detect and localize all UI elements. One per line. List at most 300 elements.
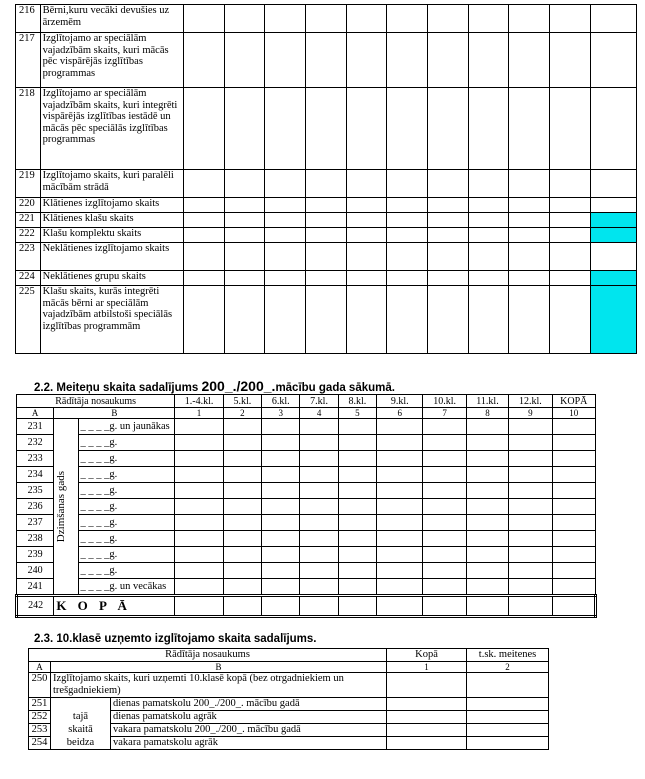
input-cell[interactable]: [346, 88, 387, 170]
input-cell[interactable]: [387, 286, 428, 354]
input-cell[interactable]: [306, 33, 347, 88]
input-cell[interactable]: [265, 243, 306, 271]
admitted-table-col-a: A: [29, 662, 51, 673]
input-cell[interactable]: [300, 515, 338, 531]
input-cell[interactable]: [377, 499, 423, 515]
input-cell[interactable]: [552, 419, 595, 435]
input-cell[interactable]: [552, 483, 595, 499]
input-cell[interactable]: [265, 228, 306, 243]
admitted-table-header-row: [29, 649, 549, 662]
input-cell[interactable]: [552, 579, 595, 596]
input-cell[interactable]: [509, 198, 550, 213]
input-cell[interactable]: [262, 451, 300, 467]
input-cell[interactable]: [223, 483, 261, 499]
input-cell[interactable]: [466, 531, 508, 547]
input-cell[interactable]: [346, 213, 387, 228]
input-cell[interactable]: [466, 467, 508, 483]
input-cell[interactable]: [387, 5, 428, 33]
input-cell[interactable]: [387, 271, 428, 286]
input-cell[interactable]: [262, 547, 300, 563]
input-cell[interactable]: [467, 711, 549, 724]
total-cell[interactable]: [423, 596, 466, 617]
input-cell[interactable]: [552, 531, 595, 547]
input-cell[interactable]: [346, 243, 387, 271]
input-cell[interactable]: [423, 499, 466, 515]
input-cell[interactable]: [184, 198, 225, 213]
input-cell[interactable]: [377, 451, 423, 467]
input-cell[interactable]: [346, 170, 387, 198]
input-cell[interactable]: [346, 271, 387, 286]
input-cell[interactable]: [550, 88, 591, 170]
input-cell[interactable]: [509, 531, 552, 547]
input-cell[interactable]: [377, 483, 423, 499]
total-cell[interactable]: [552, 596, 595, 617]
input-cell[interactable]: [223, 563, 261, 579]
column-number: 5: [338, 408, 376, 419]
input-cell[interactable]: [262, 563, 300, 579]
input-cell[interactable]: [509, 213, 550, 228]
input-cell[interactable]: [224, 198, 265, 213]
input-cell[interactable]: [306, 213, 347, 228]
input-cell[interactable]: [468, 286, 509, 354]
input-cell[interactable]: [175, 515, 223, 531]
input-cell[interactable]: [387, 243, 428, 271]
input-cell[interactable]: [184, 5, 225, 33]
input-cell[interactable]: [509, 547, 552, 563]
input-cell[interactable]: [423, 419, 466, 435]
input-cell[interactable]: [550, 213, 591, 228]
input-cell[interactable]: [423, 467, 466, 483]
input-cell[interactable]: [423, 483, 466, 499]
admitted-row: [29, 737, 549, 750]
row-number: 222: [16, 228, 41, 243]
input-cell[interactable]: [466, 563, 508, 579]
input-cell[interactable]: [175, 435, 223, 451]
input-cell[interactable]: [467, 698, 549, 711]
input-cell[interactable]: [175, 531, 223, 547]
input-cell[interactable]: [338, 467, 376, 483]
input-cell[interactable]: [306, 170, 347, 198]
admitted-table-body: [29, 649, 549, 750]
row-number: 238: [17, 531, 54, 547]
row-label: vakara pamatskolu 200_./200_. mācību gadā: [111, 724, 387, 737]
input-cell[interactable]: [338, 499, 376, 515]
input-cell[interactable]: [552, 547, 595, 563]
input-cell[interactable]: [387, 170, 428, 198]
input-cell[interactable]: [224, 213, 265, 228]
input-cell[interactable]: [428, 286, 469, 354]
birth-year-row: [17, 563, 596, 579]
input-cell[interactable]: [550, 271, 591, 286]
row-number: 232: [17, 435, 54, 451]
input-cell[interactable]: [338, 435, 376, 451]
input-cell[interactable]: [509, 563, 552, 579]
input-cell[interactable]: [552, 451, 595, 467]
input-cell[interactable]: [223, 435, 261, 451]
input-cell[interactable]: [468, 228, 509, 243]
row-number: 231: [17, 419, 54, 435]
input-cell[interactable]: [550, 198, 591, 213]
input-cell[interactable]: [428, 33, 469, 88]
input-cell[interactable]: [262, 499, 300, 515]
input-cell[interactable]: [265, 88, 306, 170]
input-cell[interactable]: [223, 419, 261, 435]
input-cell[interactable]: [265, 5, 306, 33]
input-cell[interactable]: [300, 531, 338, 547]
input-cell[interactable]: [387, 711, 467, 724]
column-number: 6: [377, 408, 423, 419]
input-cell[interactable]: [552, 515, 595, 531]
input-cell[interactable]: [300, 579, 338, 596]
input-cell[interactable]: [338, 547, 376, 563]
input-cell[interactable]: [300, 499, 338, 515]
input-cell[interactable]: [509, 271, 550, 286]
input-cell[interactable]: [184, 33, 225, 88]
input-cell[interactable]: [223, 547, 261, 563]
input-cell[interactable]: [387, 213, 428, 228]
input-cell[interactable]: [590, 213, 636, 228]
input-cell[interactable]: [387, 228, 428, 243]
input-cell[interactable]: [223, 531, 261, 547]
input-cell[interactable]: [262, 579, 300, 596]
input-cell[interactable]: [466, 547, 508, 563]
input-cell[interactable]: [428, 5, 469, 33]
input-cell[interactable]: [224, 88, 265, 170]
input-cell[interactable]: [265, 286, 306, 354]
input-cell[interactable]: [262, 419, 300, 435]
column-header: 1.-4.kl.: [175, 395, 223, 408]
total-cell[interactable]: [377, 596, 423, 617]
input-cell[interactable]: [346, 228, 387, 243]
input-cell[interactable]: [223, 499, 261, 515]
input-cell[interactable]: [184, 213, 225, 228]
input-cell[interactable]: [265, 213, 306, 228]
input-cell[interactable]: [387, 724, 467, 737]
row-label: _ _ _ _g.: [78, 483, 175, 499]
input-cell[interactable]: [509, 419, 552, 435]
input-cell[interactable]: [387, 673, 467, 698]
input-cell[interactable]: [306, 88, 347, 170]
input-cell[interactable]: [223, 515, 261, 531]
input-cell[interactable]: [550, 243, 591, 271]
input-cell[interactable]: [387, 698, 467, 711]
girls-table-header-row: [17, 395, 596, 408]
input-cell[interactable]: [224, 5, 265, 33]
input-cell[interactable]: [223, 451, 261, 467]
total-cell[interactable]: [223, 596, 261, 617]
input-cell[interactable]: [423, 435, 466, 451]
input-cell[interactable]: [377, 515, 423, 531]
input-cell[interactable]: [387, 198, 428, 213]
input-cell[interactable]: [468, 5, 509, 33]
input-cell[interactable]: [300, 483, 338, 499]
input-cell[interactable]: [423, 515, 466, 531]
input-cell[interactable]: [175, 467, 223, 483]
input-cell[interactable]: [387, 88, 428, 170]
input-cell[interactable]: [509, 33, 550, 88]
section-2-2-title-year: 200_./200_.: [201, 378, 276, 394]
input-cell[interactable]: [224, 170, 265, 198]
input-cell[interactable]: [428, 228, 469, 243]
input-cell[interactable]: [377, 579, 423, 596]
input-cell[interactable]: [509, 170, 550, 198]
girls-table-col-b: B: [54, 408, 175, 419]
column-header: 5.kl.: [223, 395, 261, 408]
input-cell[interactable]: [377, 419, 423, 435]
input-cell[interactable]: [175, 483, 223, 499]
input-cell[interactable]: [509, 228, 550, 243]
total-cell[interactable]: [300, 596, 338, 617]
input-cell[interactable]: [338, 419, 376, 435]
input-cell[interactable]: [466, 483, 508, 499]
group-label-cell: [51, 698, 111, 711]
group-label-cell: [51, 737, 111, 750]
input-cell[interactable]: [509, 467, 552, 483]
input-cell[interactable]: [466, 515, 508, 531]
input-cell[interactable]: [224, 271, 265, 286]
input-cell[interactable]: [224, 243, 265, 271]
indicator-row: [16, 88, 637, 170]
input-cell[interactable]: [223, 579, 261, 596]
indicator-row: [16, 170, 637, 198]
input-cell[interactable]: [262, 435, 300, 451]
input-cell[interactable]: [338, 515, 376, 531]
row-number: 225: [16, 286, 41, 354]
input-cell[interactable]: [300, 435, 338, 451]
input-cell[interactable]: [184, 88, 225, 170]
input-cell[interactable]: [306, 228, 347, 243]
input-cell[interactable]: [346, 198, 387, 213]
column-header: 7.kl.: [300, 395, 338, 408]
input-cell[interactable]: [423, 531, 466, 547]
input-cell[interactable]: [265, 33, 306, 88]
total-cell[interactable]: [466, 596, 508, 617]
input-cell[interactable]: [590, 198, 636, 213]
input-cell[interactable]: [377, 547, 423, 563]
input-cell[interactable]: [262, 531, 300, 547]
row-label: _ _ _ _g.: [78, 515, 175, 531]
row-label: dienas pamatskolu 200_./200_. mācību gadā: [111, 698, 387, 711]
row-number: 240: [17, 563, 54, 579]
input-cell[interactable]: [590, 88, 636, 170]
total-cell[interactable]: [262, 596, 300, 617]
input-cell[interactable]: [265, 170, 306, 198]
input-cell[interactable]: [338, 531, 376, 547]
input-cell[interactable]: [590, 228, 636, 243]
input-cell[interactable]: [466, 499, 508, 515]
row-label: Bērni,kuru vecāki devušies uz ārzemēm: [40, 5, 183, 33]
indicator-row: [16, 228, 637, 243]
input-cell[interactable]: [423, 563, 466, 579]
input-cell[interactable]: [184, 271, 225, 286]
input-cell[interactable]: [338, 451, 376, 467]
input-cell[interactable]: [262, 515, 300, 531]
total-cell[interactable]: [338, 596, 376, 617]
input-cell[interactable]: [423, 579, 466, 596]
input-cell[interactable]: [300, 451, 338, 467]
column-header: 8.kl.: [338, 395, 376, 408]
input-cell[interactable]: [387, 737, 467, 750]
row-label: Klātienes klašu skaits: [40, 213, 183, 228]
input-cell[interactable]: [175, 499, 223, 515]
input-cell[interactable]: [262, 483, 300, 499]
input-cell[interactable]: [428, 243, 469, 271]
input-cell[interactable]: [590, 33, 636, 88]
input-cell[interactable]: [552, 467, 595, 483]
input-cell[interactable]: [175, 563, 223, 579]
column-number: 3: [262, 408, 300, 419]
row-number: 236: [17, 499, 54, 515]
row-number: 239: [17, 547, 54, 563]
total-cell[interactable]: [509, 596, 552, 617]
input-cell[interactable]: [300, 467, 338, 483]
input-cell[interactable]: [224, 228, 265, 243]
girls-by-birth-year-table: [15, 394, 597, 618]
input-cell[interactable]: [300, 419, 338, 435]
input-cell[interactable]: [300, 547, 338, 563]
input-cell[interactable]: [223, 467, 261, 483]
input-cell[interactable]: [468, 243, 509, 271]
section-2-3-title: 2.3. 10.klasē uzņemto izglītojamo skaita sadalījums.: [34, 633, 317, 645]
row-label: _ _ _ _g.: [78, 451, 175, 467]
input-cell[interactable]: [175, 579, 223, 596]
input-cell[interactable]: [468, 170, 509, 198]
row-label: Klašu komplektu skaits: [40, 228, 183, 243]
input-cell[interactable]: [428, 88, 469, 170]
input-cell[interactable]: [550, 228, 591, 243]
input-cell[interactable]: [590, 286, 636, 354]
input-cell[interactable]: [377, 563, 423, 579]
input-cell[interactable]: [467, 724, 549, 737]
admitted-10th-grade-table: [28, 648, 549, 750]
group-word: beidza: [66, 736, 95, 748]
total-cell[interactable]: [175, 596, 223, 617]
input-cell[interactable]: [306, 243, 347, 271]
input-cell[interactable]: [590, 5, 636, 33]
indicator-row: [16, 198, 637, 213]
input-cell[interactable]: [346, 286, 387, 354]
input-cell[interactable]: [428, 170, 469, 198]
row-number: 234: [17, 467, 54, 483]
input-cell[interactable]: [338, 579, 376, 596]
input-cell[interactable]: [377, 467, 423, 483]
input-cell[interactable]: [509, 483, 552, 499]
input-cell[interactable]: [468, 198, 509, 213]
column-number: 8: [466, 408, 508, 419]
input-cell[interactable]: [509, 499, 552, 515]
input-cell[interactable]: [306, 198, 347, 213]
admitted-table-header-label: Rādītāja nosaukums: [29, 649, 387, 662]
birth-year-vertical-label: Dzimšanas gads: [55, 470, 68, 543]
row-label: _ _ _ _g.: [78, 467, 175, 483]
input-cell[interactable]: [552, 435, 595, 451]
input-cell[interactable]: [466, 435, 508, 451]
input-cell[interactable]: [466, 579, 508, 596]
section-2-2-title-prefix: 2.2. Meiteņu skaita sadalījums: [34, 382, 202, 394]
input-cell[interactable]: [550, 286, 591, 354]
row-number: 235: [17, 483, 54, 499]
input-cell[interactable]: [468, 213, 509, 228]
input-cell[interactable]: [428, 271, 469, 286]
admitted-table-col-b: B: [51, 662, 387, 673]
input-cell[interactable]: [224, 286, 265, 354]
input-cell[interactable]: [550, 33, 591, 88]
input-cell[interactable]: [590, 243, 636, 271]
column-number: 7: [423, 408, 466, 419]
input-cell[interactable]: [175, 451, 223, 467]
input-cell[interactable]: [550, 170, 591, 198]
input-cell[interactable]: [387, 33, 428, 88]
indicator-table-continued: [15, 4, 637, 354]
input-cell[interactable]: [509, 515, 552, 531]
row-number: 250: [29, 673, 51, 698]
input-cell[interactable]: [300, 563, 338, 579]
input-cell[interactable]: [306, 271, 347, 286]
input-cell[interactable]: [428, 198, 469, 213]
input-cell[interactable]: [265, 198, 306, 213]
input-cell[interactable]: [265, 271, 306, 286]
input-cell[interactable]: [509, 435, 552, 451]
input-cell[interactable]: [306, 5, 347, 33]
input-cell[interactable]: [346, 33, 387, 88]
input-cell[interactable]: [184, 243, 225, 271]
input-cell[interactable]: [590, 170, 636, 198]
input-cell[interactable]: [550, 5, 591, 33]
input-cell[interactable]: [184, 228, 225, 243]
input-cell[interactable]: [175, 547, 223, 563]
input-cell[interactable]: [509, 286, 550, 354]
input-cell[interactable]: [467, 737, 549, 750]
total-row-number: 242: [17, 596, 54, 617]
input-cell[interactable]: [509, 88, 550, 170]
input-cell[interactable]: [377, 531, 423, 547]
input-cell[interactable]: [346, 5, 387, 33]
input-cell[interactable]: [338, 483, 376, 499]
girls-table-header-label: Rādītāja nosaukums: [17, 395, 175, 408]
input-cell[interactable]: [262, 467, 300, 483]
admitted-row: [29, 711, 549, 724]
input-cell[interactable]: [552, 499, 595, 515]
indicator-table-body: [16, 5, 637, 354]
input-cell[interactable]: [423, 451, 466, 467]
input-cell[interactable]: [590, 271, 636, 286]
input-cell[interactable]: [224, 33, 265, 88]
input-cell[interactable]: [552, 563, 595, 579]
input-cell[interactable]: [468, 88, 509, 170]
input-cell[interactable]: [468, 33, 509, 88]
input-cell[interactable]: [428, 213, 469, 228]
input-cell[interactable]: [466, 419, 508, 435]
row-number: 218: [16, 88, 41, 170]
input-cell[interactable]: [184, 170, 225, 198]
input-cell[interactable]: [509, 451, 552, 467]
input-cell[interactable]: [377, 435, 423, 451]
input-cell[interactable]: [184, 286, 225, 354]
input-cell[interactable]: [175, 419, 223, 435]
input-cell[interactable]: [423, 547, 466, 563]
section-2-2-title: [34, 378, 395, 394]
input-cell[interactable]: [306, 286, 347, 354]
input-cell[interactable]: [509, 579, 552, 596]
input-cell[interactable]: [509, 243, 550, 271]
column-header: KOPĀ: [552, 395, 595, 408]
input-cell[interactable]: [468, 271, 509, 286]
row-label: Neklātienes grupu skaits: [40, 271, 183, 286]
input-cell[interactable]: [467, 673, 549, 698]
input-cell[interactable]: [338, 563, 376, 579]
input-cell[interactable]: [509, 5, 550, 33]
input-cell[interactable]: [466, 451, 508, 467]
